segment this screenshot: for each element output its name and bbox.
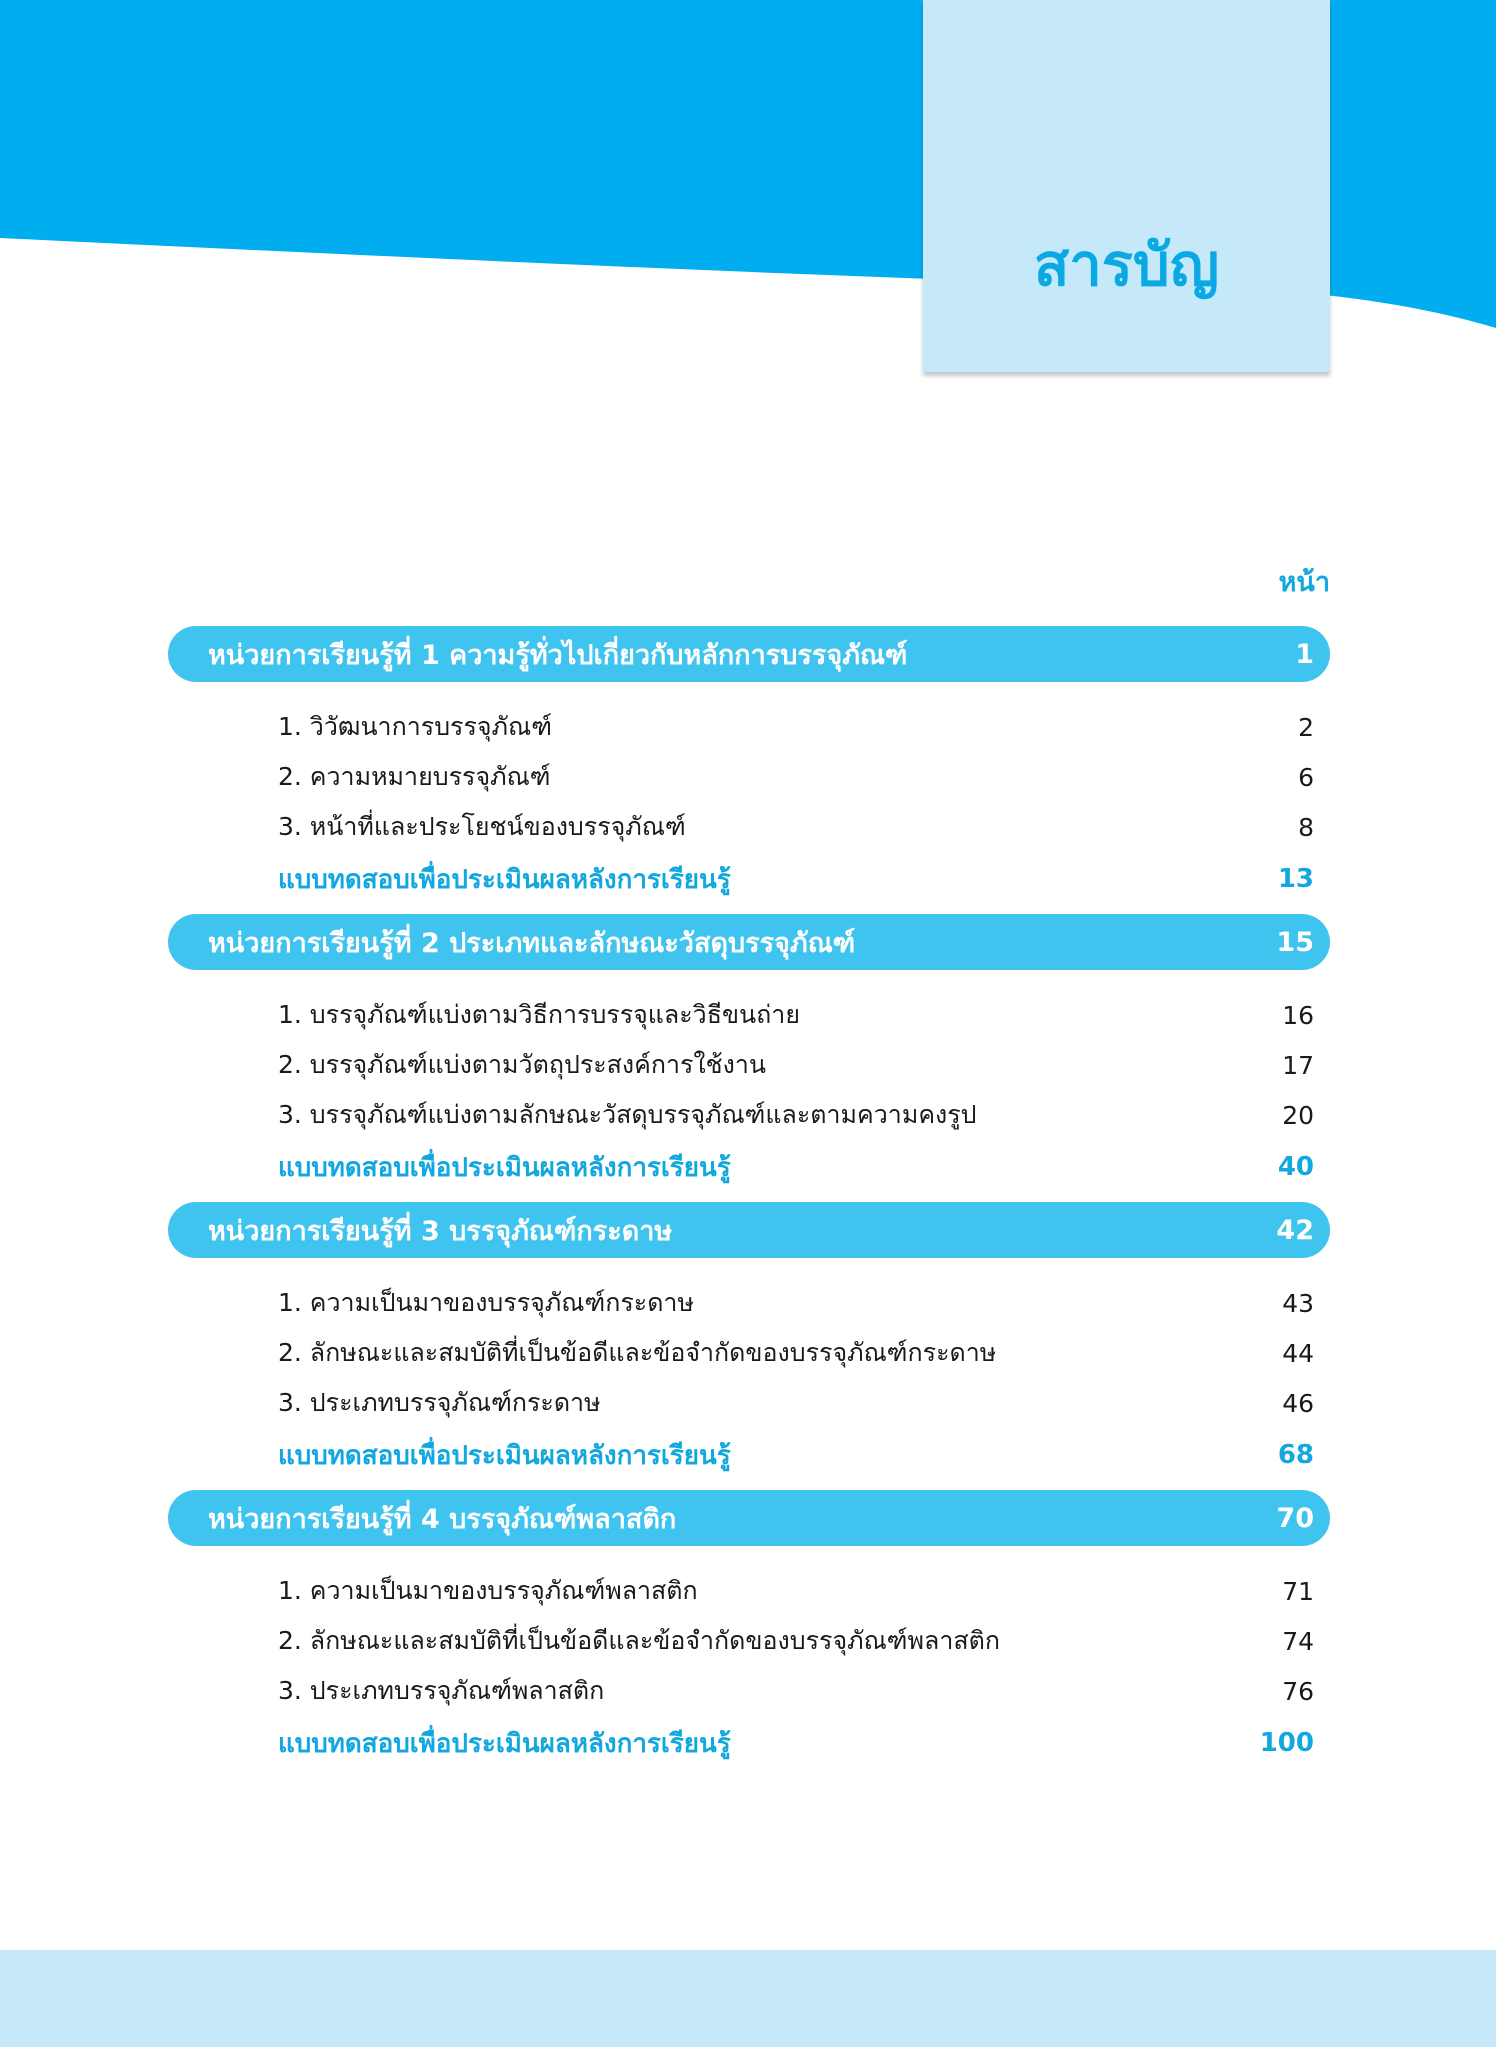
quiz-title: แบบทดสอบเพื่อประเมินผลหลังการเรียนรู้	[278, 1728, 731, 1759]
entry-page-number: 20	[1282, 1100, 1314, 1130]
entry-page-number: 43	[1282, 1288, 1314, 1318]
toc-unit-1	[168, 626, 1330, 906]
unit-page-number: 1	[1295, 638, 1314, 670]
entry-title: 1. ความเป็นมาของบรรจุภัณฑ์พลาสติก	[278, 1576, 698, 1605]
unit-entries	[278, 702, 1314, 906]
unit-entries	[278, 1278, 1314, 1482]
title-box	[923, 0, 1330, 372]
quiz-title: แบบทดสอบเพื่อประเมินผลหลังการเรียนรู้	[278, 1152, 731, 1183]
footer-band	[0, 1950, 1496, 2047]
quiz-title: แบบทดสอบเพื่อประเมินผลหลังการเรียนรู้	[278, 864, 731, 895]
toc-entry[interactable]	[278, 1040, 1314, 1090]
unit-title: หน่วยการเรียนรู้ที่ 4 บรรจุภัณฑ์พลาสติก	[208, 1503, 677, 1535]
toc-entry[interactable]	[278, 752, 1314, 802]
entry-page-number: 71	[1282, 1576, 1314, 1606]
entry-page-number: 44	[1282, 1338, 1314, 1368]
entry-title: 2. ลักษณะและสมบัติที่เป็นข้อดีและข้อจำกัดของบรรจุภัณฑ์พลาสติก	[278, 1626, 1000, 1655]
entry-page-number: 17	[1282, 1050, 1314, 1080]
entry-title: 3. ประเภทบรรจุภัณฑ์พลาสติก	[278, 1676, 605, 1705]
table-of-contents	[168, 626, 1330, 1778]
entry-page-number: 76	[1282, 1676, 1314, 1706]
unit-header-bar[interactable]	[168, 626, 1330, 682]
entry-page-number: 16	[1282, 1000, 1314, 1030]
unit-title: หน่วยการเรียนรู้ที่ 2 ประเภทและลักษณะวัสดุบรรจุภัณฑ์	[208, 927, 856, 959]
toc-quiz-entry[interactable]	[278, 1716, 1314, 1770]
toc-entry[interactable]	[278, 1616, 1314, 1666]
entry-title: 2. บรรจุภัณฑ์แบ่งตามวัตถุประสงค์การใช้งาน	[278, 1050, 766, 1079]
toc-entry[interactable]	[278, 990, 1314, 1040]
entry-page-number: 74	[1282, 1626, 1314, 1656]
unit-title: หน่วยการเรียนรู้ที่ 3 บรรจุภัณฑ์กระดาษ	[208, 1215, 673, 1247]
toc-entry[interactable]	[278, 1378, 1314, 1428]
entry-page-number: 46	[1282, 1388, 1314, 1418]
quiz-title: แบบทดสอบเพื่อประเมินผลหลังการเรียนรู้	[278, 1440, 731, 1471]
toc-entry[interactable]	[278, 1328, 1314, 1378]
entry-title: 3. หน้าที่และประโยชน์ของบรรจุภัณฑ์	[278, 812, 686, 841]
entry-title: 1. วิวัฒนาการบรรจุภัณฑ์	[278, 712, 552, 741]
toc-entry[interactable]	[278, 1278, 1314, 1328]
entry-title: 2. ความหมายบรรจุภัณฑ์	[278, 762, 551, 791]
unit-header-bar[interactable]	[168, 914, 1330, 970]
entry-page-number: 8	[1298, 812, 1314, 842]
unit-entries	[278, 1566, 1314, 1770]
entry-title: 1. ความเป็นมาของบรรจุภัณฑ์กระดาษ	[278, 1288, 694, 1317]
entry-title: 1. บรรจุภัณฑ์แบ่งตามวิธีการบรรจุและวิธีขนถ่าย	[278, 1000, 800, 1029]
quiz-page-number: 13	[1277, 864, 1314, 894]
unit-page-number: 70	[1276, 1502, 1314, 1534]
entry-page-number: 6	[1298, 762, 1314, 792]
unit-page-number: 15	[1276, 926, 1314, 958]
quiz-page-number: 68	[1277, 1440, 1314, 1470]
page-title: สารบัญ	[1033, 231, 1220, 299]
toc-quiz-entry[interactable]	[278, 852, 1314, 906]
unit-header-bar[interactable]	[168, 1490, 1330, 1546]
entry-page-number: 2	[1298, 712, 1314, 742]
entry-title: 3. ประเภทบรรจุภัณฑ์กระดาษ	[278, 1388, 601, 1417]
entry-title: 3. บรรจุภัณฑ์แบ่งตามลักษณะวัสดุบรรจุภัณฑ์และตามความคงรูป	[278, 1100, 977, 1129]
quiz-page-number: 40	[1277, 1152, 1314, 1182]
toc-entry[interactable]	[278, 702, 1314, 752]
toc-quiz-entry[interactable]	[278, 1428, 1314, 1482]
toc-entry[interactable]	[278, 1666, 1314, 1716]
toc-entry[interactable]	[278, 1566, 1314, 1616]
unit-page-number: 42	[1276, 1214, 1314, 1246]
unit-entries	[278, 990, 1314, 1194]
toc-unit-2	[168, 914, 1330, 1194]
toc-entry[interactable]	[278, 802, 1314, 852]
unit-title: หน่วยการเรียนรู้ที่ 1 ความรู้ทั่วไปเกี่ยวกับหลักการบรรจุภัณฑ์	[208, 639, 908, 671]
unit-header-bar[interactable]	[168, 1202, 1330, 1258]
toc-unit-3	[168, 1202, 1330, 1482]
toc-entry[interactable]	[278, 1090, 1314, 1140]
toc-quiz-entry[interactable]	[278, 1140, 1314, 1194]
quiz-page-number: 100	[1259, 1728, 1314, 1758]
page-column-label: หน้า	[1278, 567, 1330, 598]
toc-unit-4	[168, 1490, 1330, 1770]
entry-title: 2. ลักษณะและสมบัติที่เป็นข้อดีและข้อจำกัดของบรรจุภัณฑ์กระดาษ	[278, 1338, 997, 1367]
